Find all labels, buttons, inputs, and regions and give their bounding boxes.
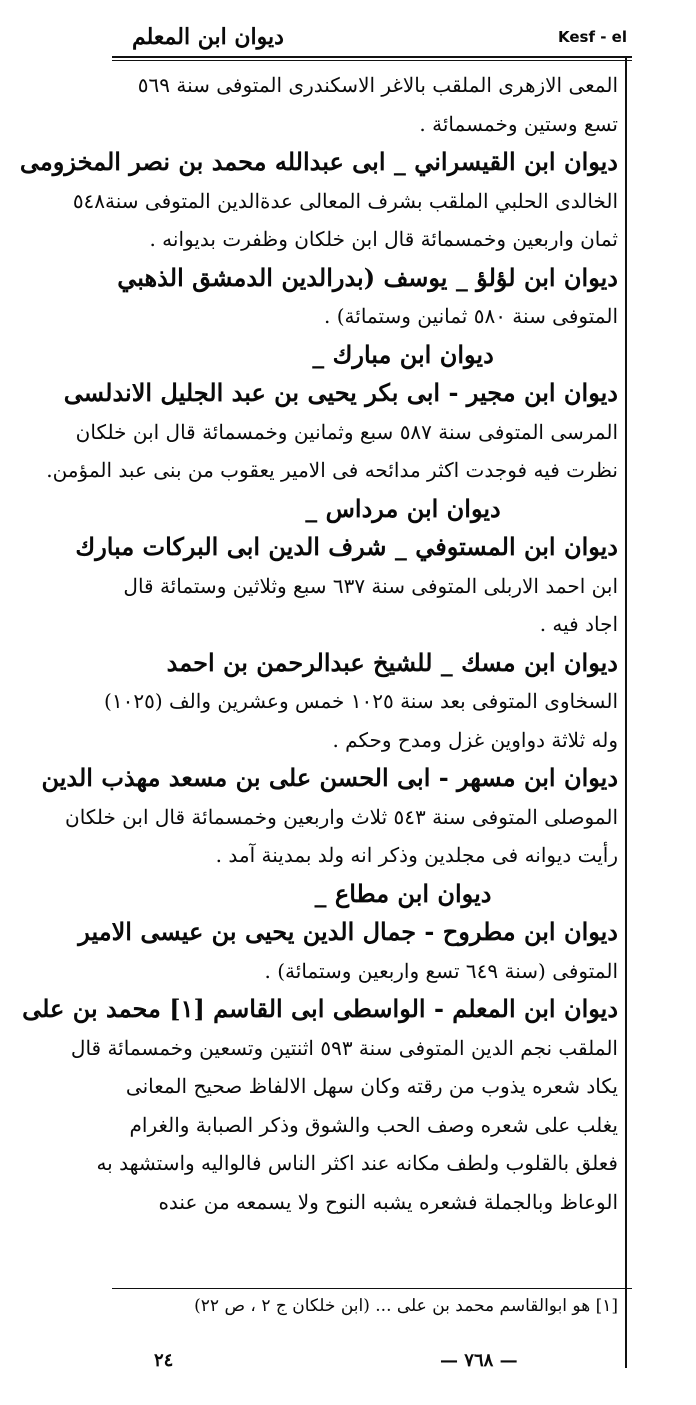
top-rule xyxy=(112,56,632,58)
text-line: ابن احمد الاربلى المتوفى سنة ٦٣٧ سبع وثلاثين وستمائة قال xyxy=(123,573,618,598)
page-footer xyxy=(112,1350,632,1380)
entry-title: ديوان ابن مسهر - ابى الحسن على بن مسعد مهذب الدين xyxy=(41,763,618,792)
entry-title: ديوان ابن مرداس _ xyxy=(305,493,501,523)
text-line: المتوفى سنة ٥٨٠ ثمانين وستمائة) . xyxy=(324,304,618,328)
text-column xyxy=(19,66,618,1221)
text-line: ثمان واربعين وخمسمائة قال ابن خلكان وظفرت بديوانه . xyxy=(149,227,618,251)
text-line: الموصلى المتوفى سنة ٥٤٣ ثلاث واربعين وخمسمائة قال ابن خلكان xyxy=(65,804,618,829)
top-rule-thin xyxy=(112,60,632,61)
text-line: وله ثلاثة دواوين غزل ومدح وحكم . xyxy=(332,727,618,752)
text-line: المرسى المتوفى سنة ٥٨٧ سبع وثمانين وخمسمائة قال ابن خلكان xyxy=(75,419,618,444)
text-line: السخاوى المتوفى بعد سنة ١٠٢٥ خمس وعشرين والف (١٠٢٥) xyxy=(104,689,618,713)
text-line: المعى الازهرى الملقب بالاغر الاسكندرى المتوفى سنة ٥٦٩ xyxy=(137,73,618,97)
text-line: رأيت ديوانه فى مجلدين وذكر انه ولد بمدينة آمد . xyxy=(215,843,618,867)
entry-title: ديوان ابن مسك _ للشيخ عبدالرحمن بن احمد xyxy=(166,647,618,677)
entry-title: ديوان ابن مجير - ابى بكر يحيى بن عبد الجليل الاندلسى xyxy=(63,378,618,407)
page-header xyxy=(112,14,627,58)
signature-mark: ٢٤ xyxy=(154,1350,174,1371)
header-title: ديوان ابن المعلم xyxy=(132,24,284,50)
footnote-rule xyxy=(112,1288,632,1289)
text-line: يغلب على شعره وصف الحب والشوق وذكر الصبابة والغرام xyxy=(129,1112,618,1137)
text-line: تسع وستين وخمسمائة . xyxy=(419,111,618,136)
text-line: الخالدى الحلبي الملقب بشرف المعالى عدةالدين المتوفى سنة٥٤٨ xyxy=(72,188,618,213)
page-number: — ٧٦٨ — xyxy=(440,1350,518,1371)
entry-title: ديوان ابن مطروح - جمال الدين يحيى بن عيسى الامير xyxy=(78,917,618,946)
text-line: نظرت فيه فوجدت اكثر مدائحه فى الامير يعقوب من بنى عبد المؤمن. xyxy=(46,458,618,482)
entry-title: ديوان ابن مبارك _ xyxy=(312,339,494,369)
footnote: [١] هو ابوالقاسم محمد بن على ... (ابن خلكان ج ٢ ، ص ٢٢) xyxy=(194,1296,618,1316)
entry-title: ديوان ابن لؤلؤ _ يوسف (بدرالدين الدمشق الذهبي xyxy=(117,262,618,292)
text-line: يكاد شعره يذوب من رقته وكان سهل الالفاظ صحيح المعانى xyxy=(125,1074,618,1098)
margin-rule xyxy=(625,58,627,1368)
entry-title: ديوان ابن القيسراني _ ابى عبدالله محمد بن نصر المخزومى xyxy=(19,147,618,176)
entry-title: ديوان ابن المعلم - الواسطى ابى القاسم [١] محمد بن على xyxy=(22,994,618,1023)
text-line: فعلق بالقلوب ولطف مكانه عند اكثر الناس فالواليه واستشهد به xyxy=(96,1151,618,1175)
entry-title: ديوان ابن المستوفي _ شرف الدين ابى البركات مبارك xyxy=(75,532,618,561)
text-line: الملقب نجم الدين المتوفى سنة ٥٩٣ اثنتين وتسعين وخمسمائة قال xyxy=(70,1035,618,1060)
text-line: المتوفى (سنة ٦٤٩ تسع واربعين وستمائة) . xyxy=(264,958,618,983)
running-head: Kesf - el xyxy=(558,28,627,46)
text-line: الوعاظ وبالجملة فشعره يشبه النوح ولا يسمعه من عنده xyxy=(158,1189,618,1214)
text-line: اجاد فيه . xyxy=(539,612,618,636)
entry-title: ديوان ابن مطاع _ xyxy=(314,878,492,908)
